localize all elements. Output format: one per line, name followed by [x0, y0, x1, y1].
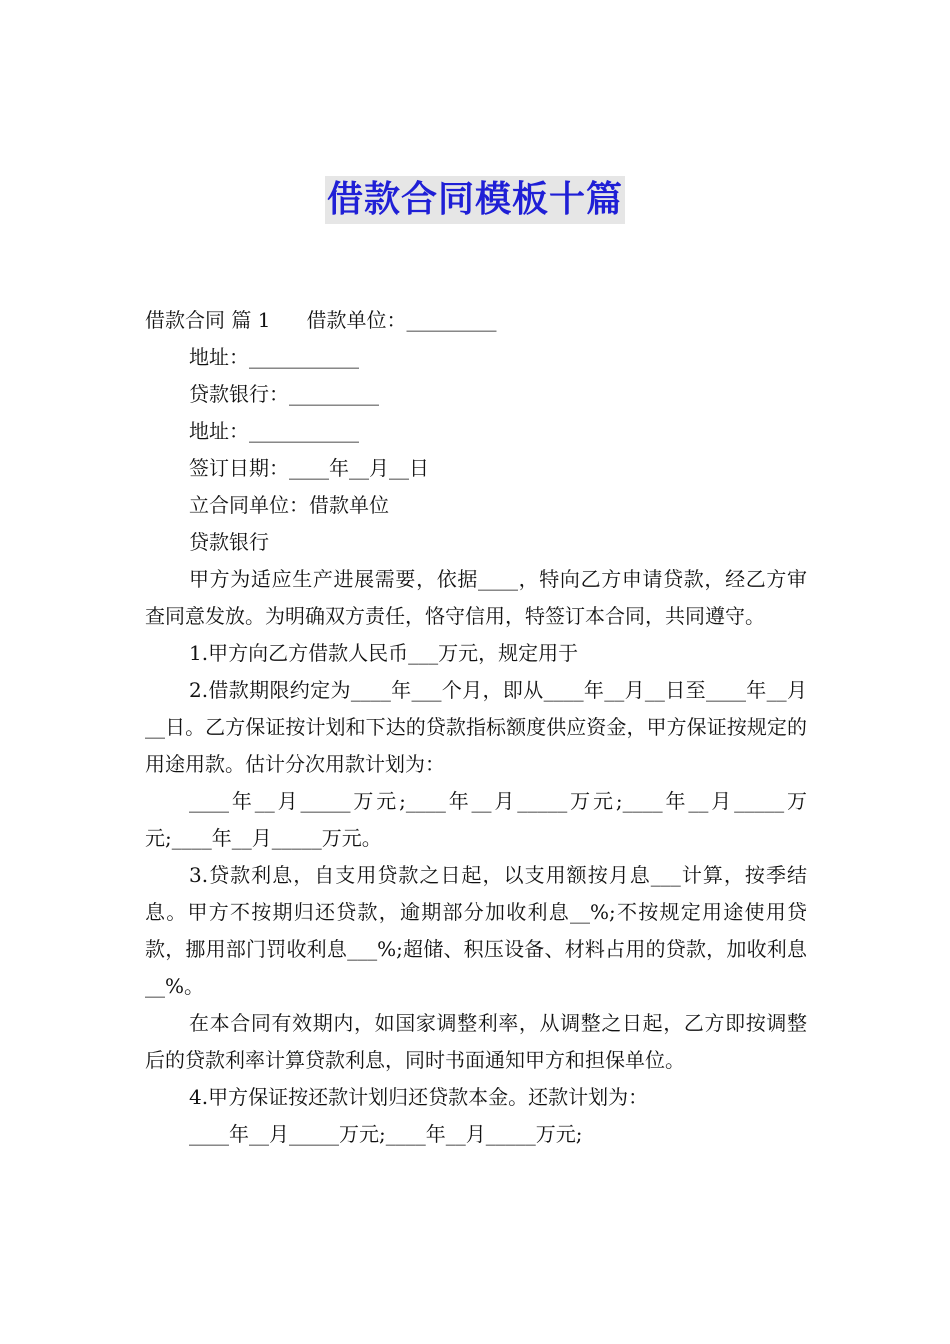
address-field-2: 地址：___________ [189, 419, 359, 443]
borrower-field: 借款单位：_________ [306, 308, 497, 332]
header-line [145, 302, 807, 339]
document-title: 借款合同模板十篇 [325, 176, 625, 224]
document-body [145, 302, 807, 1153]
repayment-plan-paragraph: ____年__月_____万元;____年__月_____万元; [189, 1122, 583, 1146]
clause-3-paragraph: 3.贷款利息，自支用贷款之日起，以支用额按月息___计算，按季结息。甲方不按期归还贷款，逾期部分加收利息__%;不按规定用途使用贷款，挪用部门罚收利息___%;超储、积压设备、材料占用的贷款，加收利息__%。 [145, 863, 807, 998]
lending-bank-field: 贷款银行：_________ [189, 382, 379, 406]
clause-4-paragraph: 4.甲方保证按还款计划归还贷款本金。还款计划为： [189, 1085, 649, 1109]
contracting-party-borrower: 立合同单位：借款单位 [189, 493, 389, 517]
contract-section-label: 借款合同 篇 1 [145, 308, 271, 332]
signing-date-field: 签订日期：____年__月__日 [189, 456, 429, 480]
address-field-1: 地址：___________ [189, 345, 359, 369]
clause-1-paragraph: 1.甲方向乙方借款人民币___万元，规定用于 [189, 641, 579, 665]
rate-adjustment-paragraph: 在本合同有效期内，如国家调整利率，从调整之日起，乙方即按调整后的贷款利率计算贷款利息，同时书面通知甲方和担保单位。 [145, 1011, 807, 1072]
preamble-paragraph: 甲方为适应生产进展需要，依据____，特向乙方申请贷款，经乙方审查同意发放。为明确双方责任，恪守信用，特签订本合同，共同遵守。 [145, 567, 807, 628]
clause-2-paragraph: 2.借款期限约定为____年___个月，即从____年__月__日至____年__月__日。乙方保证按计划和下达的贷款指标额度供应资金，甲方保证按规定的用途用款。估计分次用款计划为： [145, 678, 807, 776]
contracting-party-bank: 贷款银行 [189, 530, 269, 554]
title-container [0, 176, 950, 224]
usage-plan-paragraph: ____年__月_____万元;____年__月_____万元;____年__月_____万元;____年__月_____万元。 [145, 789, 807, 850]
